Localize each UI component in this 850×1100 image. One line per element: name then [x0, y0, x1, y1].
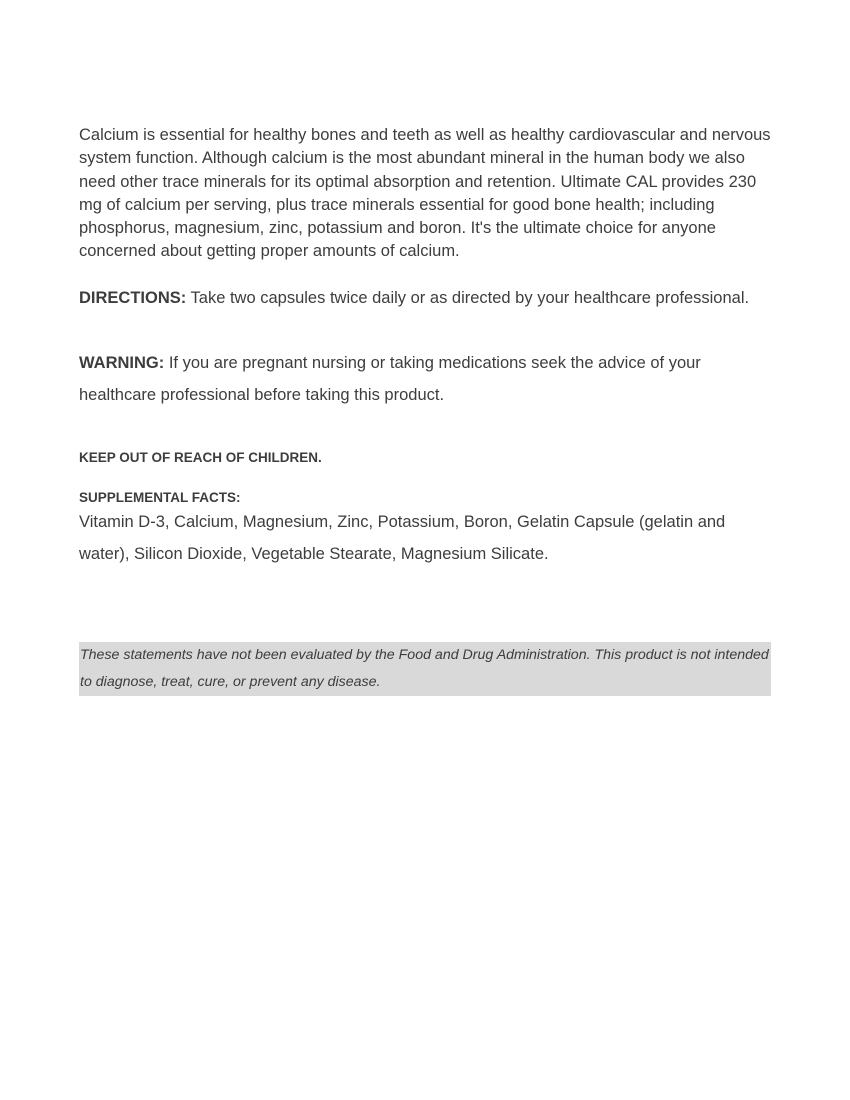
keep-out-notice: KEEP OUT OF REACH OF CHILDREN.	[79, 449, 322, 465]
supplemental-facts-text: Vitamin D-3, Calcium, Magnesium, Zinc, Potassium, Boron, Gelatin Capsule (gelatin and water), Silicon Dioxide, Vegetable Stearate, Magnesium Silicate.	[79, 512, 726, 563]
fda-disclaimer: These statements have not been evaluated by the Food and Drug Administration. This product is not intended to diagnose, treat, cure, or prevent any disease.	[79, 642, 771, 696]
supplemental-facts-heading: SUPPLEMENTAL FACTS:	[79, 489, 241, 505]
warning-text: If you are pregnant nursing or taking medications seek the advice of your healthcare professional before taking this product.	[79, 353, 701, 404]
directions-label: DIRECTIONS:	[79, 288, 187, 307]
directions-paragraph	[79, 282, 773, 315]
intro-paragraph: Calcium is essential for healthy bones and teeth as well as healthy cardiovascular and nervous system function. Although calcium is the most abundant mineral in the human body we also need other trace minerals for its optimal absorption and retention. Ultimate CAL provides 230 mg of calcium per serving, plus trace minerals essential for good bone health; including phosphorus, magnesium, zinc, potassium and boron. It's the ultimate choice for anyone concerned about getting proper amounts of calcium.	[79, 126, 771, 261]
warning-label: WARNING:	[79, 353, 165, 372]
document-page	[79, 124, 773, 696]
warning-paragraph	[79, 347, 773, 411]
directions-text: Take two capsules twice daily or as directed by your healthcare professional.	[186, 288, 750, 307]
